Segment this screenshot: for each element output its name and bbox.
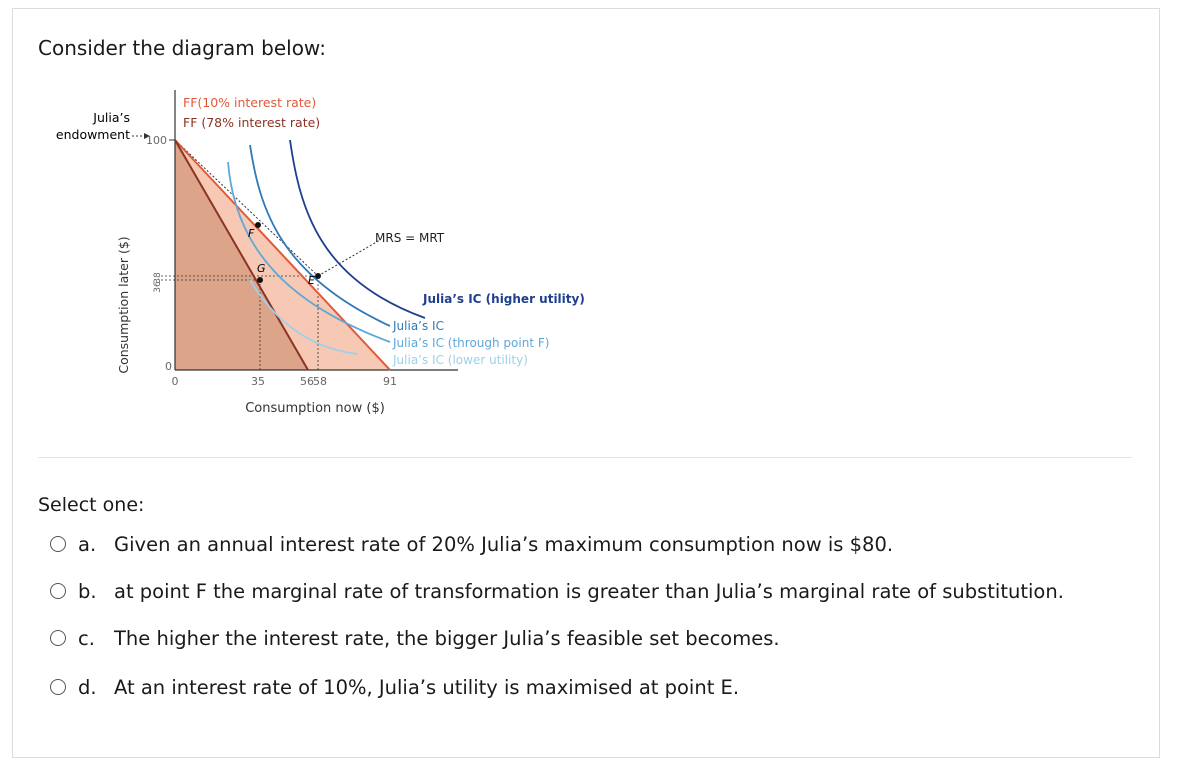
radio-a[interactable] xyxy=(50,536,66,552)
y-tick-label-0: 0 xyxy=(165,360,172,373)
ic-label: Julia’s IC xyxy=(393,319,444,333)
point-f xyxy=(255,222,261,228)
point-g-label: G xyxy=(257,262,266,275)
endowment-label-line2: endowment xyxy=(55,127,130,142)
intertemporal-choice-diagram xyxy=(50,80,630,425)
option-c-letter: c. xyxy=(78,626,95,650)
section-divider xyxy=(38,457,1132,458)
mrs-mrt-label: MRS = MRT xyxy=(375,231,445,245)
ic-through-f-label: Julia’s IC (through point F) xyxy=(393,336,550,350)
point-f-label: F xyxy=(248,227,255,240)
option-a-text[interactable]: Given an annual interest rate of 20% Julia’s maximum consumption now is $80. xyxy=(114,532,894,556)
x-tick-label-35: 35 xyxy=(251,375,265,388)
option-c[interactable] xyxy=(38,623,780,653)
option-d-text[interactable]: At an interest rate of 10%, Julia’s utility is maximised at point E. xyxy=(114,675,740,699)
x-tick-label-0: 0 xyxy=(171,375,179,388)
y-axis-title: Consumption later ($) xyxy=(116,236,131,374)
option-c-text[interactable]: The higher the interest rate, the bigger Julia’s feasible set becomes. xyxy=(114,626,780,650)
legend-ff-78: FF (78% interest rate) xyxy=(183,115,321,130)
x-axis-title: Consumption now ($) xyxy=(245,401,385,416)
y-tick-label-38: 38 xyxy=(153,272,163,284)
select-one-label: Select one: xyxy=(38,494,145,516)
question-text: Consider the diagram below: xyxy=(38,36,326,60)
mrs-pointer-dotted xyxy=(318,240,380,276)
endowment-label-line1: Julia’s xyxy=(93,110,130,125)
point-g xyxy=(257,277,263,283)
x-tick-label-56: 56 xyxy=(300,375,314,388)
y-tick-label-100: 100 xyxy=(146,134,167,147)
option-b-text[interactable]: at point F the marginal rate of transformation is greater than Julia’s marginal rate of substitution. xyxy=(114,579,1064,603)
x-tick-label-58: 58 xyxy=(313,375,327,388)
radio-d[interactable] xyxy=(50,679,66,695)
radio-b[interactable] xyxy=(50,583,66,599)
option-b[interactable] xyxy=(38,576,1064,606)
radio-c[interactable] xyxy=(50,630,66,646)
point-e-label: E xyxy=(308,274,315,287)
x-tick-label-91: 91 xyxy=(383,375,397,388)
ic-higher-label: Julia’s IC (higher utility) xyxy=(423,292,585,306)
diagram-svg xyxy=(50,80,630,425)
option-a-letter: a. xyxy=(78,532,97,556)
option-d[interactable] xyxy=(38,672,739,702)
option-d-letter: d. xyxy=(78,675,97,699)
option-b-letter: b. xyxy=(78,579,97,603)
y-tick-label-36: 36 xyxy=(153,281,163,293)
option-a[interactable] xyxy=(38,529,893,559)
legend-ff-10: FF(10% interest rate) xyxy=(183,95,317,110)
point-e xyxy=(315,273,321,279)
ic-lower-label: Julia’s IC (lower utility) xyxy=(393,353,528,367)
